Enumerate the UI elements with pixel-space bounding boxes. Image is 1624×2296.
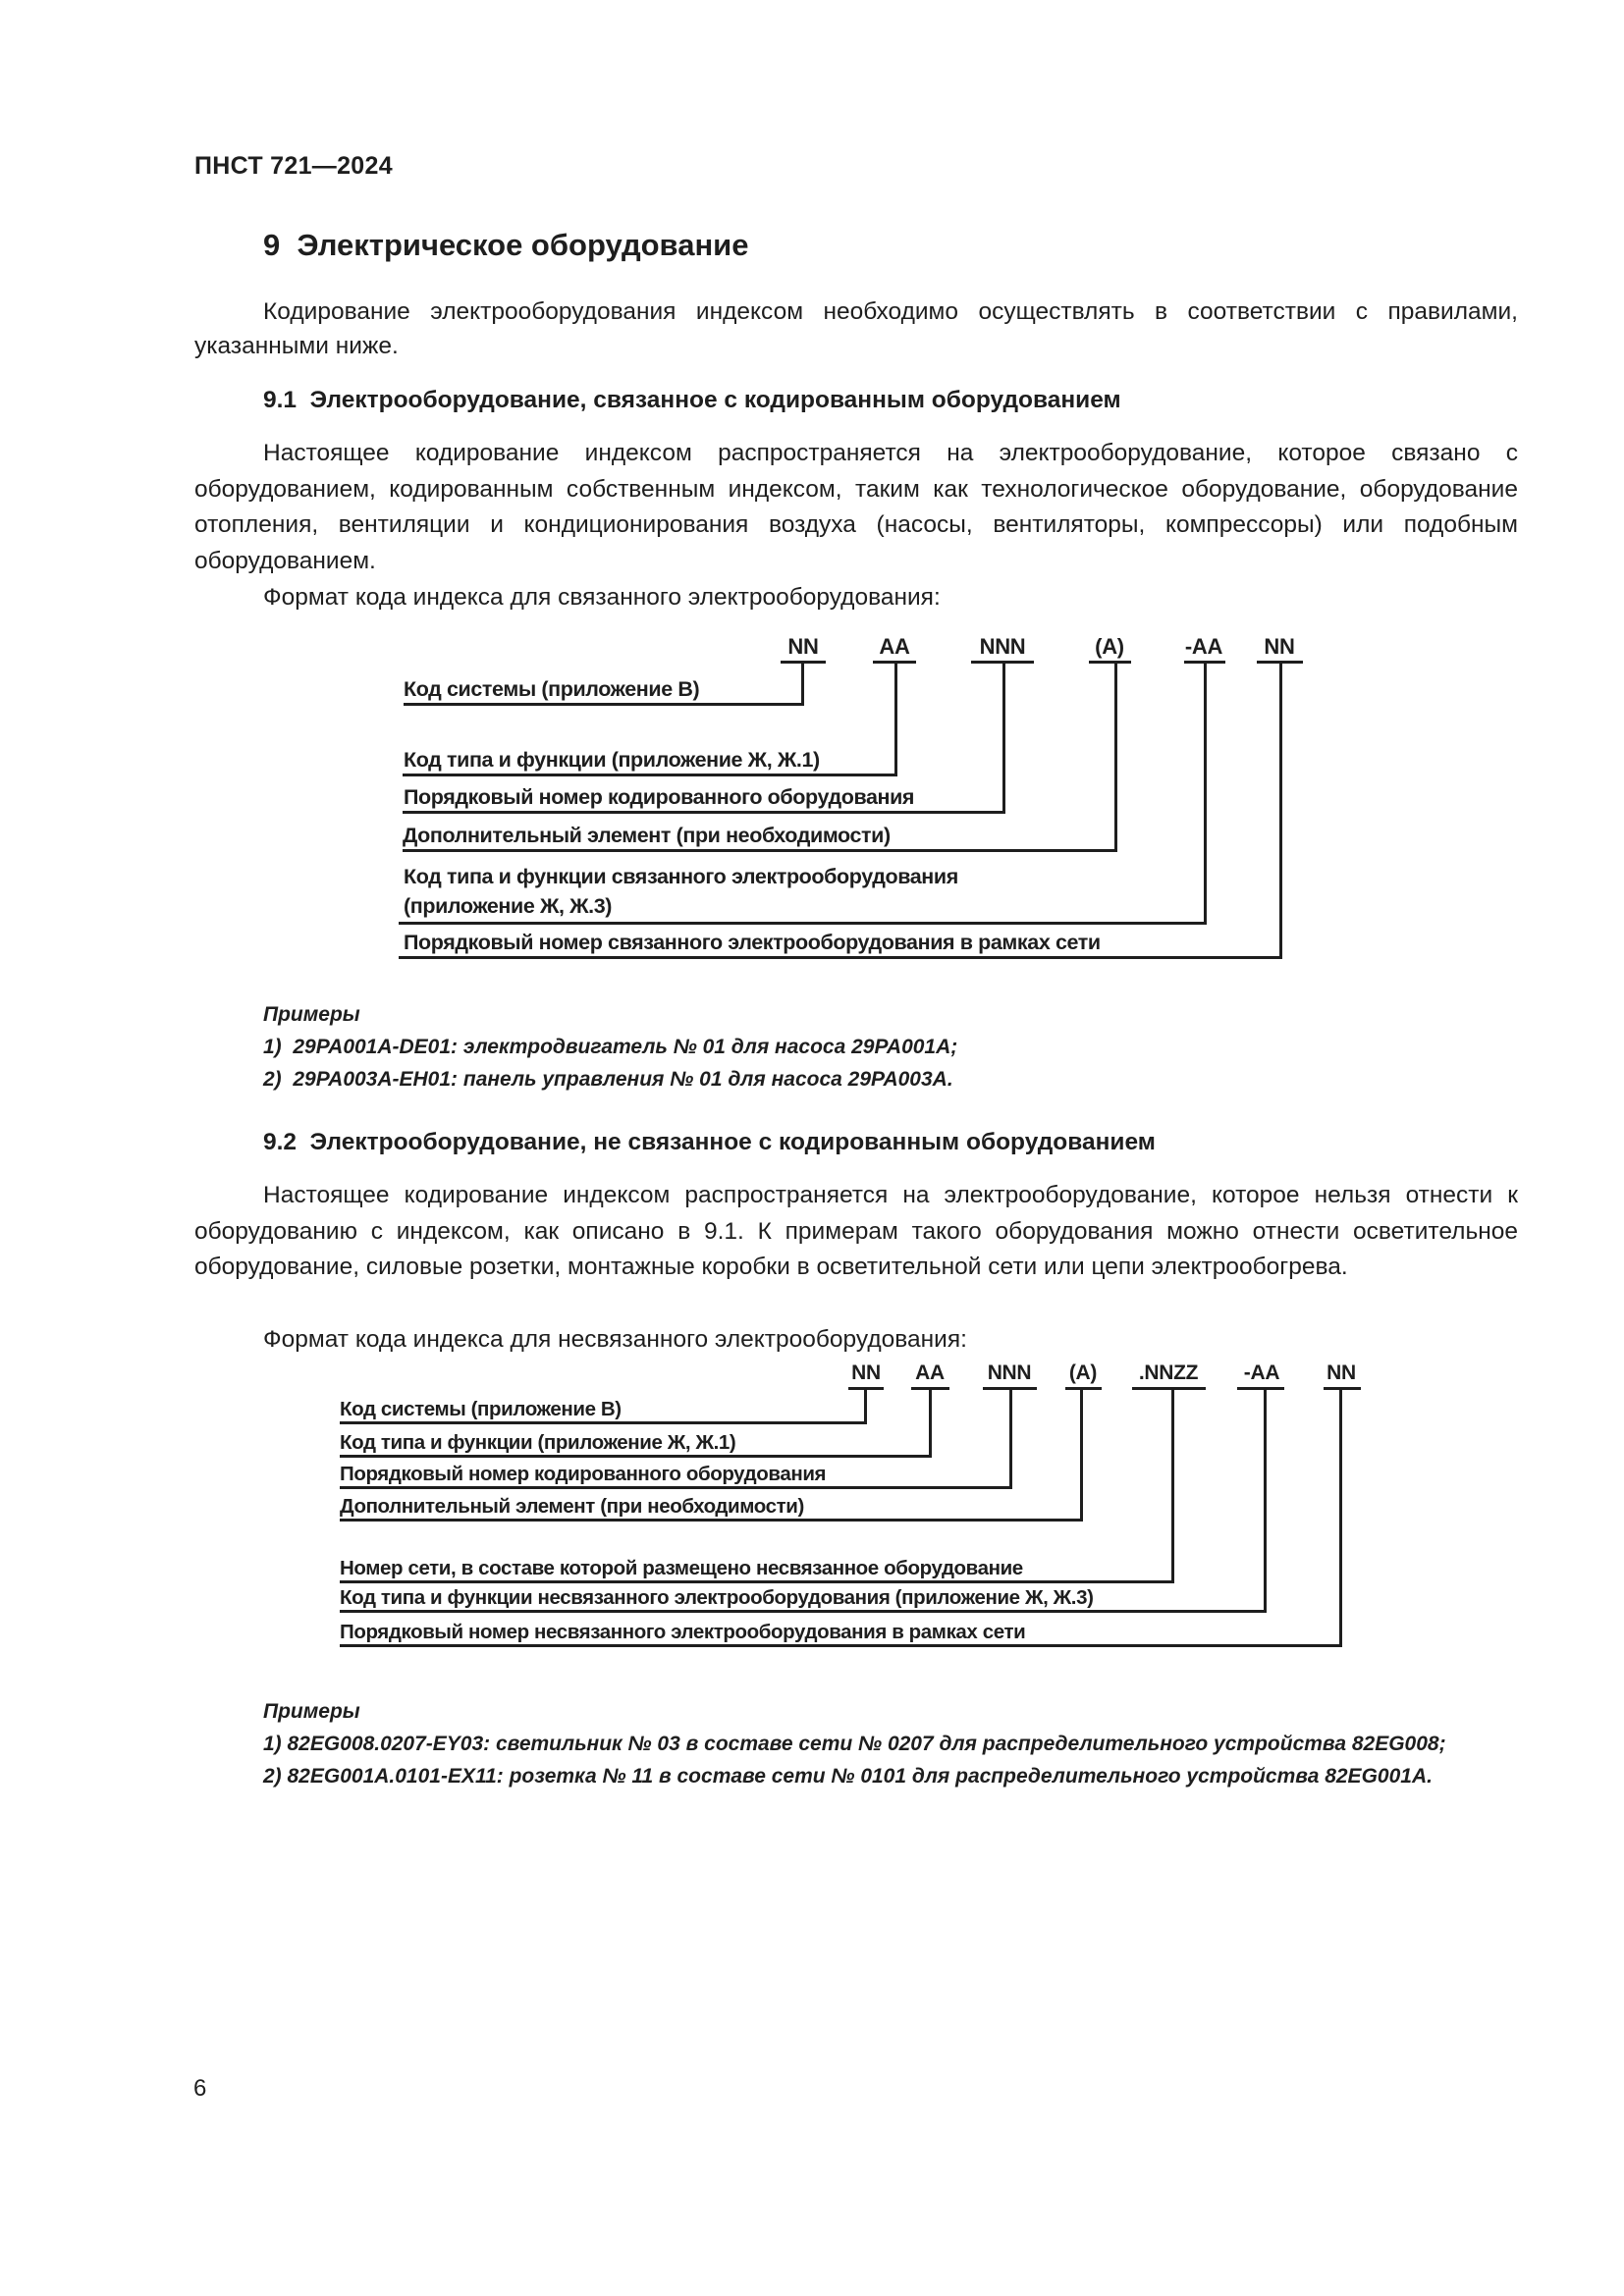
diagram-label-system-code: Код системы (приложение В) <box>404 677 700 701</box>
label-underline <box>340 1455 932 1458</box>
label-underline <box>340 1519 1083 1522</box>
label-underline <box>399 922 1207 925</box>
section-9-2-format-intro: Формат кода индекса для несвязанного электрооборудования: <box>263 1326 967 1353</box>
connector-line <box>1002 661 1005 813</box>
code-underline <box>1237 1387 1284 1390</box>
label-underline <box>340 1610 1267 1613</box>
section-9-intro: Кодирование электрооборудования индексом необходимо осуществлять в соответствии с правилами, указанными ниже. <box>194 298 1518 359</box>
code-underline <box>848 1387 884 1390</box>
diagram-label-type-function: Код типа и функции (приложение Ж, Ж.1) <box>404 748 820 772</box>
code-underline <box>1132 1387 1206 1390</box>
diagram-label-electrical-type: Код типа и функции несвязанного электрооборудования (приложение Ж, Ж.3) <box>340 1586 1094 1609</box>
code-segment-system: NN <box>851 1362 881 1384</box>
code-segment-type-function: AA <box>915 1362 945 1384</box>
connector-line <box>1171 1387 1174 1581</box>
examples-title: Примеры <box>263 1700 360 1723</box>
diagram-label-electrical-type-line2: (приложение Ж, Ж.3) <box>404 894 613 918</box>
label-underline <box>404 703 804 706</box>
label-underline <box>340 1644 1342 1647</box>
label-underline <box>340 1486 1012 1489</box>
code-underline <box>781 661 826 664</box>
section-9-1-format-intro: Формат кода индекса для связанного электрооборудования: <box>263 584 941 611</box>
code-underline <box>971 661 1034 664</box>
examples-9-1 <box>194 998 1518 1095</box>
code-segment-electrical-type: -AA <box>1184 634 1223 659</box>
example-item: 1) 29PA001A-DE01: электродвигатель № 01 для насоса 29PA001A; <box>263 1036 958 1058</box>
example-item: 2) 82EG001A.0101-EX11: розетка № 11 в составе сети № 0101 для распределительного устройства 82EG001A. <box>263 1765 1433 1788</box>
connector-line <box>1080 1387 1083 1520</box>
code-segment-electrical-number: NN <box>1326 1362 1356 1384</box>
section-9-2-paragraph: Настоящее кодирование индексом распространяется на электрооборудование, которое нельзя отнести к оборудованию с индексом, как описано в 9.1. К примерам такого оборудования можно отнести осветительное оборудование, силовые розетки, монтажные коробки в осветительной сети или цепи электрообогрева. <box>194 1182 1518 1280</box>
label-underline <box>403 774 897 776</box>
label-underline <box>340 1580 1174 1583</box>
diagram-label-system-code: Код системы (приложение В) <box>340 1398 622 1420</box>
connector-line <box>1114 661 1117 851</box>
code-underline <box>1089 661 1131 664</box>
code-underline <box>1324 1387 1361 1390</box>
code-segment-additional-element: (A) <box>1068 1362 1098 1384</box>
code-underline <box>1257 661 1303 664</box>
code-underline <box>1065 1387 1102 1390</box>
code-segment-network-number: .NNZZ <box>1138 1362 1199 1384</box>
connector-line <box>1264 1387 1267 1611</box>
code-segment-additional-element: (A) <box>1095 634 1124 659</box>
section-9-2-title: 9.2 Электрооборудование, не связанное с кодированным оборудованием <box>263 1129 1156 1155</box>
diagram-label-type-function: Код типа и функции (приложение Ж, Ж.1) <box>340 1431 736 1454</box>
section-9-1-title: 9.1 Электрооборудование, связанное с кодированным оборудованием <box>263 387 1121 413</box>
connector-line <box>929 1387 932 1456</box>
label-underline <box>399 956 1282 959</box>
diagram-label-sequence-number: Порядковый номер кодированного оборудования <box>340 1463 827 1485</box>
code-segment-sequence-number: NNN <box>979 634 1026 659</box>
examples-9-2 <box>194 1695 1518 1792</box>
diagram-label-additional-element: Дополнительный элемент (при необходимости) <box>403 824 891 847</box>
diagram-label-additional-element: Дополнительный элемент (при необходимости) <box>340 1495 804 1518</box>
diagram-label-electrical-number: Порядковый номер несвязанного электрооборудования в рамках сети <box>340 1621 1026 1643</box>
diagram-label-network-number: Номер сети, в составе которой размещено несвязанное оборудование <box>340 1557 1023 1579</box>
example-item: 1) 82EG008.0207-EY03: светильник № 03 в составе сети № 0207 для распределительного устройства 82EG008; <box>263 1733 1446 1755</box>
connector-line <box>1009 1387 1012 1487</box>
label-underline <box>403 849 1117 852</box>
code-segment-sequence-number: NNN <box>987 1362 1032 1384</box>
example-item: 2) 29PA003A-EH01: панель управления № 01 для насоса 29PA003A. <box>263 1068 953 1091</box>
label-underline <box>403 811 1005 814</box>
diagram-label-sequence-number: Порядковый номер кодированного оборудования <box>404 785 915 809</box>
section-9-title: 9 Электрическое оборудование <box>263 228 749 262</box>
code-segment-electrical-number: NN <box>1264 634 1295 659</box>
section-9-1-paragraph: Настоящее кодирование индексом распространяется на электрооборудование, которое связано с оборудованием, кодированным собственным индексом, таким как технологическое оборудование, оборудование отопления, вентиляции и кондиционирования воздуха (насосы, вентиляторы, компрессоры) или подобным оборудованием. <box>194 440 1518 574</box>
connector-line <box>894 661 897 775</box>
connector-line <box>864 1387 867 1422</box>
code-segment-system: NN <box>787 634 819 659</box>
code-underline <box>911 1387 949 1390</box>
code-segment-electrical-type: -AA <box>1243 1362 1280 1384</box>
label-underline <box>340 1421 867 1424</box>
code-segment-type-function: AA <box>879 634 910 659</box>
examples-title: Примеры <box>263 1003 360 1026</box>
code-underline <box>983 1387 1037 1390</box>
document-code-header: ПНСТ 721—2024 <box>194 152 393 180</box>
connector-line <box>1204 661 1207 924</box>
page-number: 6 <box>193 2075 207 2102</box>
connector-line <box>1339 1387 1342 1645</box>
code-underline <box>873 661 916 664</box>
code-underline <box>1184 661 1225 664</box>
connector-line <box>801 661 804 705</box>
diagram-label-electrical-number: Порядковый номер связанного электрооборудования в рамках сети <box>404 931 1101 954</box>
diagram-label-electrical-type-line1: Код типа и функции связанного электрооборудования <box>404 865 958 888</box>
connector-line <box>1279 661 1282 958</box>
